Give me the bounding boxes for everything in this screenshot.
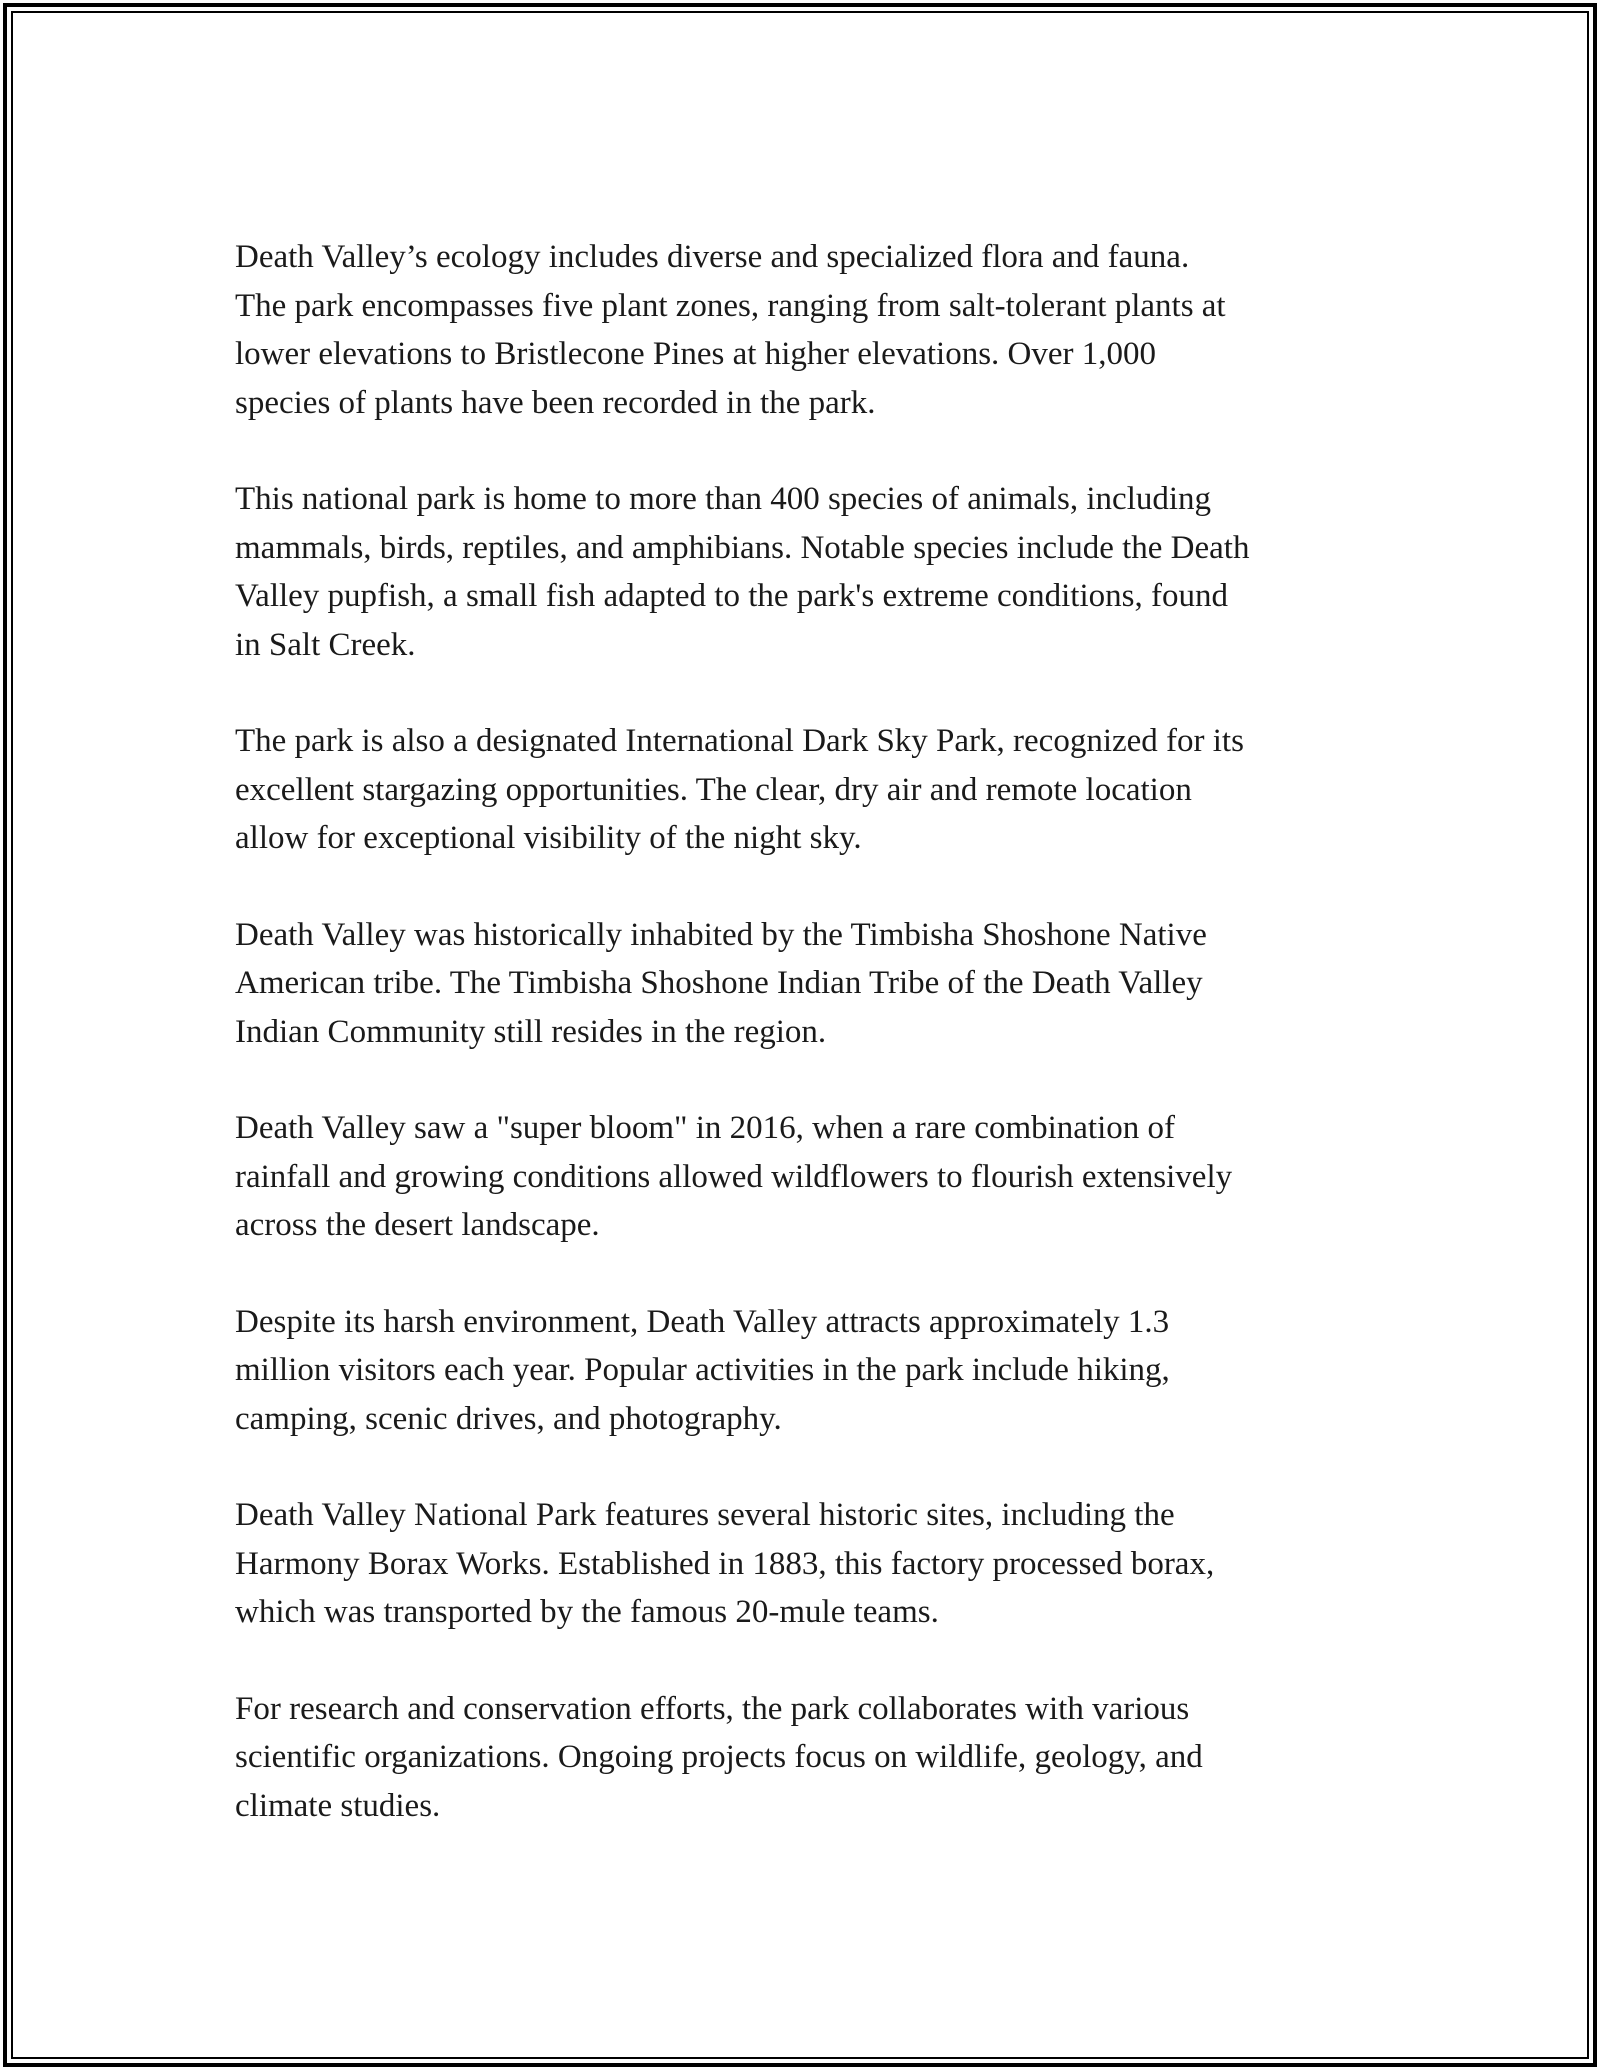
paragraph-historic-sites: Death Valley National Park features several historic sites, including the Harmony Borax Works. Established in 1883, this factory processed borax, which was transported by the famous 20-mule teams. xyxy=(235,1497,1215,1630)
paragraph-ecology: Death Valley’s ecology includes diverse and specialized flora and fauna. The park encompasses five plant zones, ranging from salt-tolerant plants at lower elevations to Bristlecone Pines at higher elevations. Over 1,000 species of plants have been recorded in the park. xyxy=(235,239,1226,421)
paragraph-visitors: Despite its harsh environment, Death Valley attracts approximately 1.3 million visitors each year. Popular activities in the park include hiking, camping, scenic drives, and photography. xyxy=(235,1303,1170,1437)
paragraph-research: For research and conservation efforts, the park collaborates with various scientific organizations. Ongoing projects focus on wildlife, geology, and climate studies. xyxy=(235,1690,1203,1824)
paragraph-animals: This national park is home to more than 400 species of animals, including mammals, birds, reptiles, and amphibians. Notable species include the Death Valley pupfish, a small fish adapted to the park's extreme conditions, found in Salt Creek. xyxy=(235,481,1250,663)
paragraph-history: Death Valley was historically inhabited by the Timbisha Shoshone Native American tribe. The Timbisha Shoshone Indian Tribe of the Death Valley Indian Community still resides in the region. xyxy=(235,916,1207,1050)
paragraph-dark-sky: The park is also a designated International Dark Sky Park, recognized for its excellent stargazing opportunities. The clear, dry air and remote location allow for exceptional visibility of the night sky. xyxy=(235,723,1244,856)
document-body xyxy=(235,233,1375,1878)
paragraph-super-bloom: Death Valley saw a "super bloom" in 2016, when a rare combination of rainfall and growing conditions allowed wildflowers to flourish extensively across the desert landscape. xyxy=(235,1110,1233,1243)
